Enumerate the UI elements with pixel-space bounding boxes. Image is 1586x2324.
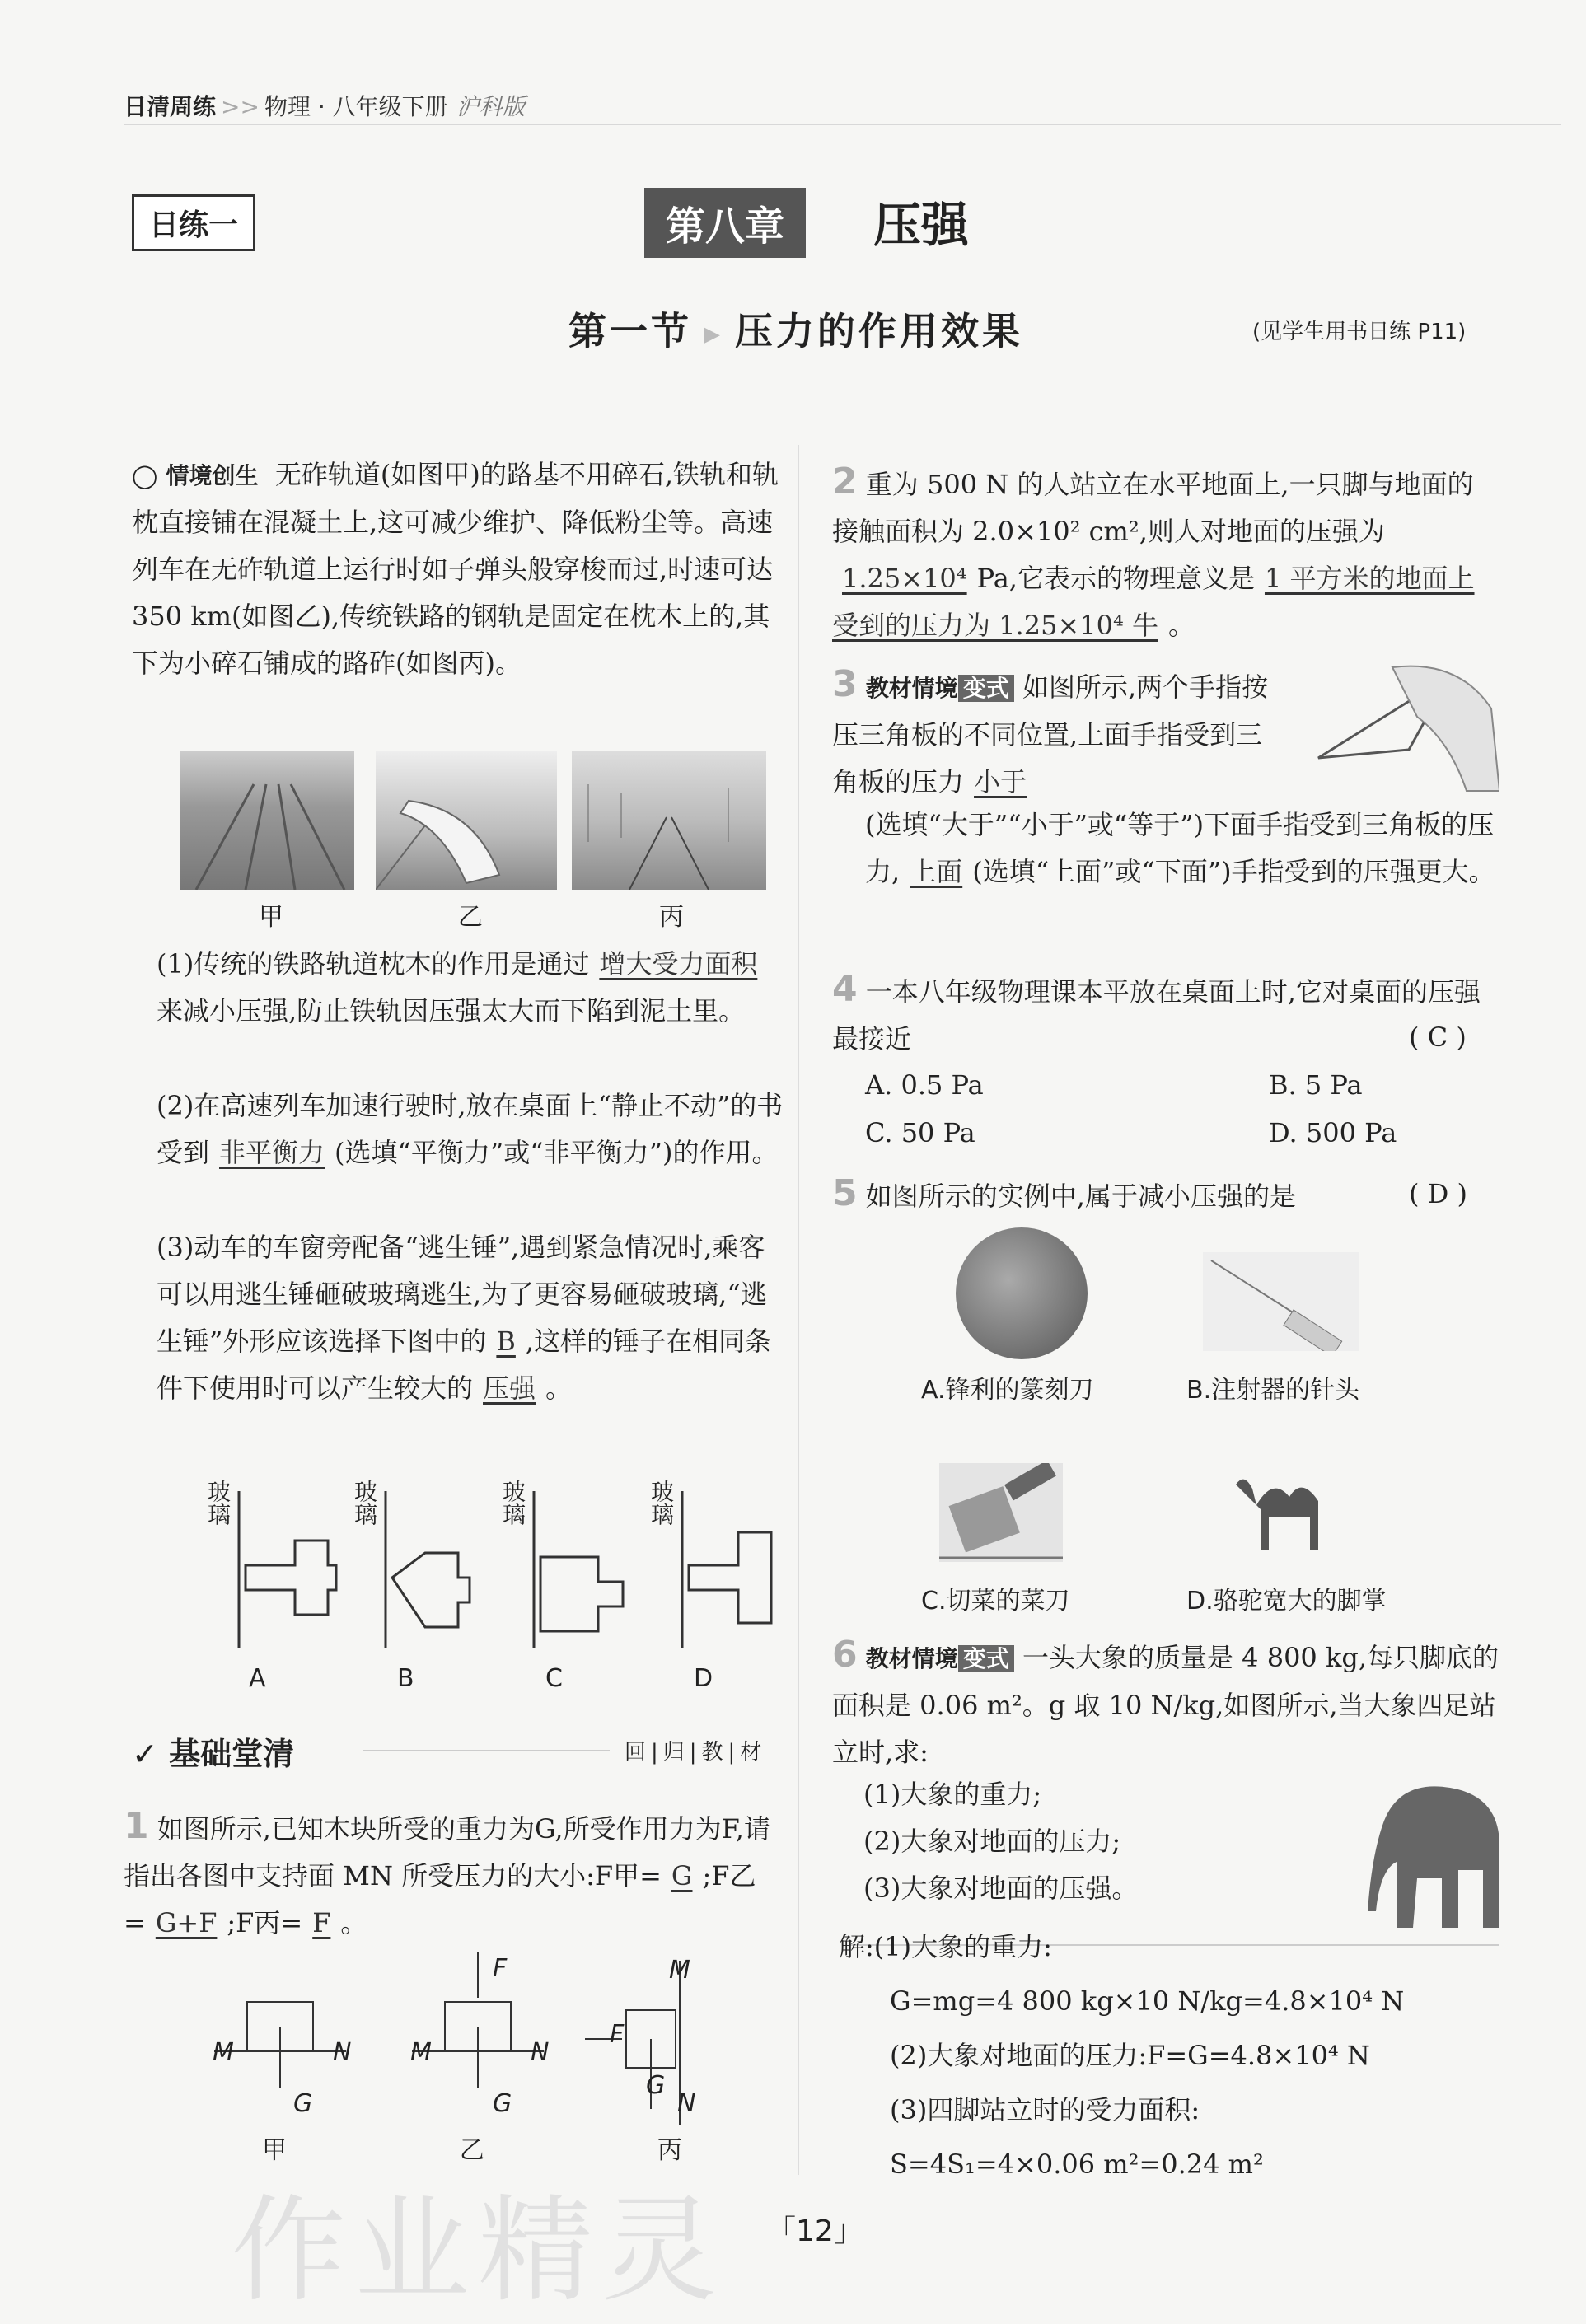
- photo-kitchen-knife: [939, 1463, 1063, 1562]
- hammer-label-c: C: [545, 1664, 563, 1693]
- watermark: 作业精灵: [231, 2184, 726, 2318]
- question-2: [832, 458, 1499, 649]
- q3-tag-variant: 变式: [958, 675, 1014, 702]
- q5-caption-d: D.骆驼宽大的脚掌: [1186, 1587, 1387, 1616]
- q3-answer-1: 小于: [974, 766, 1027, 797]
- column-divider: [798, 445, 799, 2175]
- q4-stem: 一本八年级物理课本平放在桌面上时,它对桌面的压强最接近: [832, 976, 1481, 1054]
- q1-label-n-jia: N: [333, 2038, 352, 2067]
- q1-label-n-bing: N: [677, 2089, 696, 2118]
- q4-answer: ( C ): [1409, 1022, 1467, 1053]
- q1-label-g-jia: G: [293, 2089, 313, 2118]
- q3-text-2: (选填“大于”“小于”或“等于”)下面手指受到三角板的压力,: [865, 809, 1495, 887]
- glass-label-a: 玻璃: [204, 1480, 232, 1526]
- hand-triangle-figure: [1294, 659, 1499, 799]
- q1-text-4: 。: [340, 1907, 367, 1938]
- q1-label-m-yi: M: [410, 2038, 432, 2067]
- intro-q1-answer: 增大受力面积: [599, 948, 758, 980]
- q1-caption-yi: 乙: [460, 2136, 484, 2165]
- hammer-label-b: B: [397, 1664, 414, 1693]
- q1-text-2: ;F乙=: [124, 1860, 756, 1938]
- hammer-label-d: D: [694, 1664, 713, 1693]
- q2-text-3: 。: [1167, 610, 1195, 641]
- photo-camel: [1228, 1460, 1343, 1559]
- q1-answer-3: F: [312, 1907, 331, 1938]
- q6-part-1: (1)大象的重力;: [863, 1779, 1042, 1810]
- intro-tag: 情境创生: [166, 462, 259, 489]
- q4-option-a: A. 0.5 Pa: [865, 1069, 984, 1101]
- solution-line-1: 解:(1)大象的重力:: [839, 1931, 1052, 1962]
- q3-stem: 如图所示,两个手指按压三角板的不同位置,上面手指受到三角板的压力: [832, 671, 1269, 797]
- caption-jia: 甲: [259, 903, 283, 932]
- intro-q2: [157, 1083, 791, 1176]
- subject: 物理 · 八年级下册: [264, 93, 448, 120]
- q6-part-2: (2)大象对地面的压力;: [863, 1826, 1121, 1857]
- q2-answer-2: 1 平方米的地面上受到的压力为 1.25×10⁴ 牛: [832, 563, 1475, 641]
- q5-number: 5: [832, 1172, 858, 1214]
- intro-q3: [157, 1224, 791, 1412]
- question-4: [832, 966, 1499, 1063]
- glass-label-c: 玻璃: [499, 1480, 526, 1526]
- solution-line-5: S=4S₁=4×0.06 m²=0.24 m²: [890, 2149, 1264, 2180]
- photo-carving-knife: [956, 1227, 1088, 1359]
- q1-label-n-yi: N: [531, 2038, 550, 2067]
- q1-force-figures: [198, 1952, 725, 2142]
- q4-option-c: C. 50 Pa: [865, 1117, 975, 1148]
- intro-q1-tail: 来减小压强,防止铁轨因压强太大而下陷到泥土里。: [157, 995, 746, 1026]
- q1-answer-2: G+F: [155, 1907, 218, 1938]
- q1-label-g-yi: G: [493, 2089, 512, 2118]
- basic-section-sub: 回|归|教|材: [625, 1740, 767, 1765]
- intro-q1: [157, 941, 791, 1035]
- q5-caption-b: B.注射器的针头: [1186, 1376, 1360, 1405]
- q1-label-f-yi: F: [493, 1954, 508, 1983]
- q5-caption-c: C.切菜的菜刀: [921, 1587, 1070, 1616]
- q1-caption-jia: 甲: [262, 2136, 287, 2165]
- solution-line-3: (2)大象对地面的压力:F=G=4.8×10⁴ N: [890, 2040, 1370, 2071]
- q4-number: 4: [832, 968, 858, 1010]
- photo-syringe: [1203, 1252, 1359, 1351]
- day-tag: 日练一: [132, 194, 255, 251]
- photo-elephant: [1368, 1771, 1508, 1936]
- q1-label-g-bing: G: [646, 2071, 666, 2100]
- series-name: 日清周练: [124, 93, 217, 120]
- running-header: 日清周练 >> 物理 · 八年级下册 沪科版: [124, 93, 526, 120]
- intro-text: 无砟轨道(如图甲)的路基不用碎石,铁轨和轨枕直接铺在混凝土上,这可减少维护、降低粉尘等。高速列车在无砟轨道上运行时如子弹头般穿梭而过,时速可达 350 km(如图乙),传统铁路的钢轨是固定在枕木上的,其下为小碎石铺成的路砟(如图丙)。: [132, 459, 779, 679]
- intro-q3-answer2: 压强: [483, 1372, 536, 1404]
- intro-q2-tail: (选填“平衡力”或“非平衡力”)的作用。: [335, 1137, 779, 1168]
- q1-label-m-bing: M: [669, 1956, 690, 1985]
- q2-text-2: Pa,它表示的物理意义是: [976, 563, 1255, 594]
- q5-stem: 如图所示的实例中,属于减小压强的是: [865, 1181, 1296, 1212]
- q6-part-3: (3)大象对地面的压强。: [863, 1873, 1139, 1904]
- photo-high-speed-train: [376, 751, 557, 890]
- q5-caption-a: A.锋利的篆刻刀: [921, 1376, 1094, 1405]
- photo-ballast-track: [572, 751, 766, 890]
- basic-section-title: [132, 1728, 294, 1774]
- intro-q2-answer: 非平衡力: [219, 1137, 325, 1168]
- q1-label-f-bing: F: [610, 2020, 625, 2049]
- q1-caption-bing: 丙: [657, 2136, 682, 2165]
- q1-text-3: ;F丙=: [227, 1907, 303, 1938]
- intro-paragraph: [132, 451, 791, 687]
- chapter-label: 第八章: [644, 188, 806, 258]
- question-6: [832, 1631, 1499, 1776]
- header-rule: [124, 124, 1561, 125]
- glass-label-b: 玻璃: [351, 1480, 378, 1526]
- q5-answer: ( D ): [1409, 1178, 1467, 1209]
- caption-yi: 乙: [458, 903, 483, 932]
- intro-q3-answer1: B: [496, 1326, 516, 1357]
- q6-stem: 一头大象的质量是 4 800 kg,每只脚底的面积是 0.06 m²。g 取 10 N/kg,如图所示,当大象四足站立时,求:: [832, 1642, 1499, 1768]
- q3-answer-2: 上面: [910, 856, 963, 887]
- section-name: 压力的作用效果: [735, 309, 1023, 353]
- lightbulb-icon: ◯: [132, 462, 158, 489]
- q4-option-b: B. 5 Pa: [1269, 1069, 1363, 1101]
- question-1: [124, 1803, 791, 1947]
- chapter-title: 压强: [873, 197, 970, 253]
- q2-answer-1: 1.25×10⁴: [842, 563, 967, 594]
- edition: 沪科版: [456, 93, 526, 120]
- q2-number: 2: [832, 461, 858, 503]
- intro-q3-tail: 。: [545, 1372, 573, 1404]
- section-reference: (见学生用书日练 P11): [1252, 320, 1467, 344]
- section-title: 第一节 ▶ 压力的作用效果: [568, 309, 1023, 353]
- q6-number: 6: [832, 1634, 858, 1676]
- caption-bing: 丙: [659, 903, 684, 932]
- q3-text-3: (选填“上面”或“下面”)手指受到的压强更大。: [972, 856, 1495, 887]
- photo-ballastless-track: [180, 751, 354, 890]
- basic-title-text: 基础堂清: [169, 1736, 295, 1772]
- intro-q3-stem: (3)动车的车窗旁配备“逃生锤”,遇到紧急情况时,乘客可以用逃生锤砸破玻璃逃生,为了更容易砸破玻璃,“逃生锤”外形应该选择下图中的: [157, 1232, 767, 1357]
- section-number: 第一节: [568, 309, 692, 353]
- intro-q3-mid: ,这样的锤子在相同条件下使用时可以产生较大的: [157, 1326, 772, 1404]
- q6-parts: [863, 1771, 1292, 1912]
- solution-line-2: G=mg=4 800 kg×10 N/kg=4.8×10⁴ N: [890, 1985, 1405, 2017]
- q1-stem: 如图所示,已知木块所受的重力为G,所受作用力为F,请指出各图中支持面 MN 所受压力的大小:F甲=: [124, 1813, 770, 1891]
- question-3: [832, 661, 1277, 806]
- q1-number: 1: [124, 1805, 149, 1847]
- intro-q1-stem: (1)传统的铁路轨道枕木的作用是通过: [157, 948, 590, 980]
- q3-number: 3: [832, 663, 858, 705]
- hammer-label-a: A: [249, 1664, 266, 1693]
- basic-section-rule: [363, 1750, 610, 1751]
- q2-stem: 重为 500 N 的人站立在水平地面上,一只脚与地面的接触面积为 2.0×10² cm²,则人对地面的压强为: [832, 469, 1474, 547]
- intro-q2-stem: (2)在高速列车加速行驶时,放在桌面上“静止不动”的书受到: [157, 1090, 784, 1168]
- q1-label-m-jia: M: [213, 2038, 234, 2067]
- question-5: [832, 1170, 1409, 1220]
- glass-label-d: 玻璃: [648, 1480, 675, 1526]
- check-icon: ✓: [132, 1736, 158, 1772]
- q1-answer-1: G: [671, 1860, 693, 1891]
- q4-option-d: D. 500 Pa: [1269, 1117, 1397, 1148]
- solution-line-4: (3)四脚站立时的受力面积:: [890, 2094, 1200, 2125]
- q6-solution: [839, 1920, 1506, 2191]
- question-3-cont: [865, 802, 1508, 895]
- q6-tag-variant: 变式: [958, 1645, 1014, 1672]
- page-number: 「12」: [766, 2214, 863, 2248]
- q3-tag: 教材情境: [865, 675, 958, 702]
- q6-tag: 教材情境: [865, 1645, 958, 1672]
